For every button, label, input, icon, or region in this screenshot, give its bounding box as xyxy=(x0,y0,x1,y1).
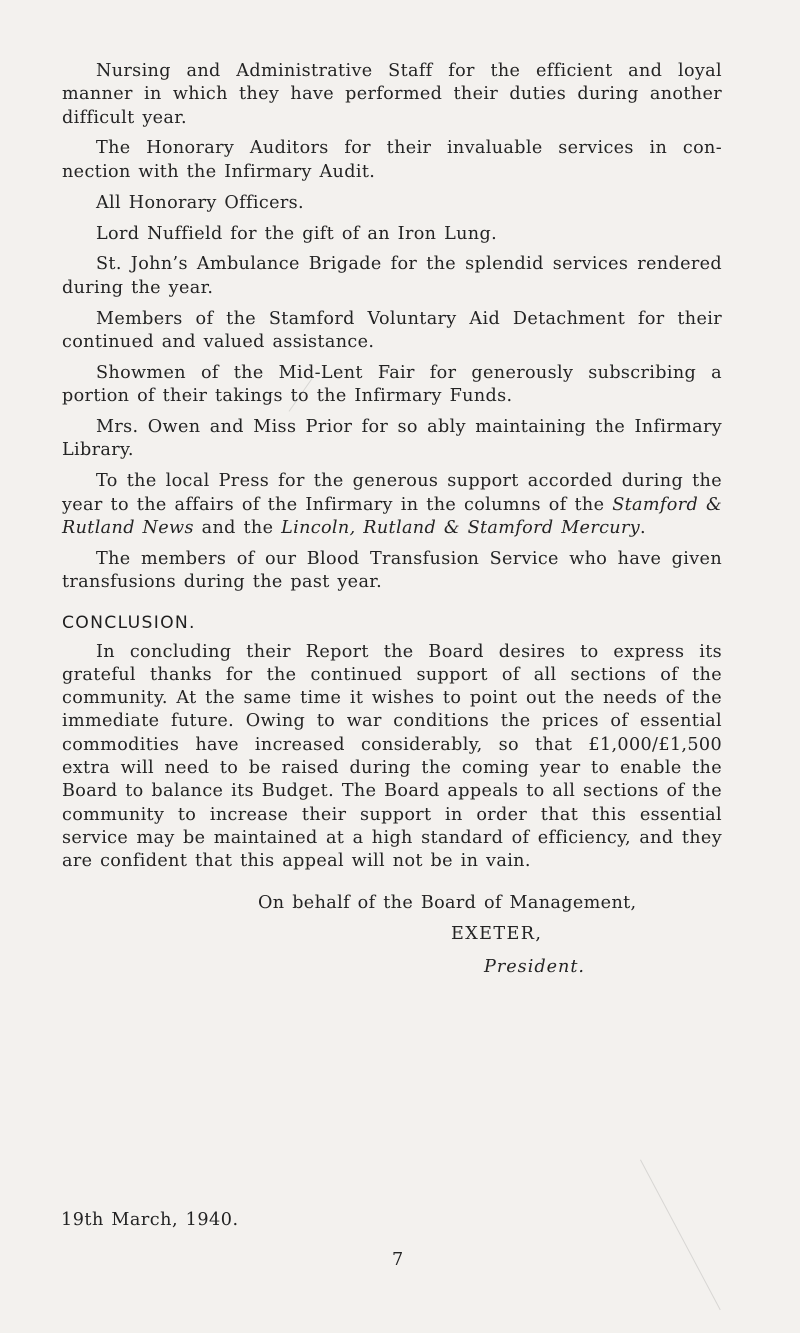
signoff-block xyxy=(62,892,722,1012)
press-text-middle: and the xyxy=(193,517,282,538)
page-number: 7 xyxy=(392,1250,404,1270)
scan-mark xyxy=(640,1160,721,1311)
ack-blood-transfusion: The members of our Blood Transfusion Service who have given transfusions during the past year. xyxy=(62,548,722,592)
ack-st-johns-ambulance: St. John’s Ambulance Brigade for the splendid services rendered during the year. xyxy=(62,254,722,298)
ack-library: Mrs. Owen and Miss Prior for so ably maintaining the Infirmary Library. xyxy=(62,417,722,461)
conclusion-heading: CONCLUSION. xyxy=(62,613,196,634)
press-text-after: . xyxy=(640,517,646,538)
ack-voluntary-aid: Members of the Stamford Voluntary Aid Detachment for their continued and valued assistance. xyxy=(62,308,722,352)
ack-lord-nuffield: Lord Nuffield for the gift of an Iron Lung. xyxy=(96,223,498,244)
report-body xyxy=(62,60,722,1012)
ack-honorary-officers: All Honorary Officers. xyxy=(96,192,304,213)
newspaper-stamford-mercury: Lincoln, Rutland & Stamford Mercury xyxy=(281,517,641,538)
report-date: 19th March, 1940. xyxy=(61,1210,239,1230)
ack-nursing-staff: Nursing and Administrative Staff for the efficient and loyal manner in which they have performed their duties during another difficult year. xyxy=(62,61,722,128)
signatory-role: President. xyxy=(484,956,585,977)
newspaper-stamford-rutland-news: Stamford & Rutland News xyxy=(62,494,722,538)
press-text-before: To the local Press for the generous support accorded during the year to the affairs of the Infirmary in the columns of the xyxy=(62,471,722,515)
ack-showmen: Showmen of the Mid-Lent Fair for generously subscribing a portion of their takings to the Infirmary Funds. xyxy=(62,362,722,407)
conclusion-paragraph: In concluding their Report the Board desires to express its grateful thanks for the continued support of all sections of the community. At the same time it wishes to point out the needs of the immediate future. Owing to war conditions the prices of essential commodities have increased considerably, so that £1,000/£1,500 extra will need to be raised during the coming year to enable the Board to balance its Budget. The Board appeals to all sections of the community to increase their support in order that this essential service may be maintained at a high standard of efficiency, and they are confident that this appeal will not be in vain. xyxy=(62,641,722,872)
signatory-name: EXETER, xyxy=(451,923,543,944)
ack-local-press xyxy=(62,470,722,540)
signoff-on-behalf: On behalf of the Board of Management, xyxy=(258,892,637,913)
conclusion-section xyxy=(62,641,722,874)
ack-honorary-auditors: The Honorary Auditors for their invaluable services in con- nection with the Infirmary Audit. xyxy=(62,138,722,182)
